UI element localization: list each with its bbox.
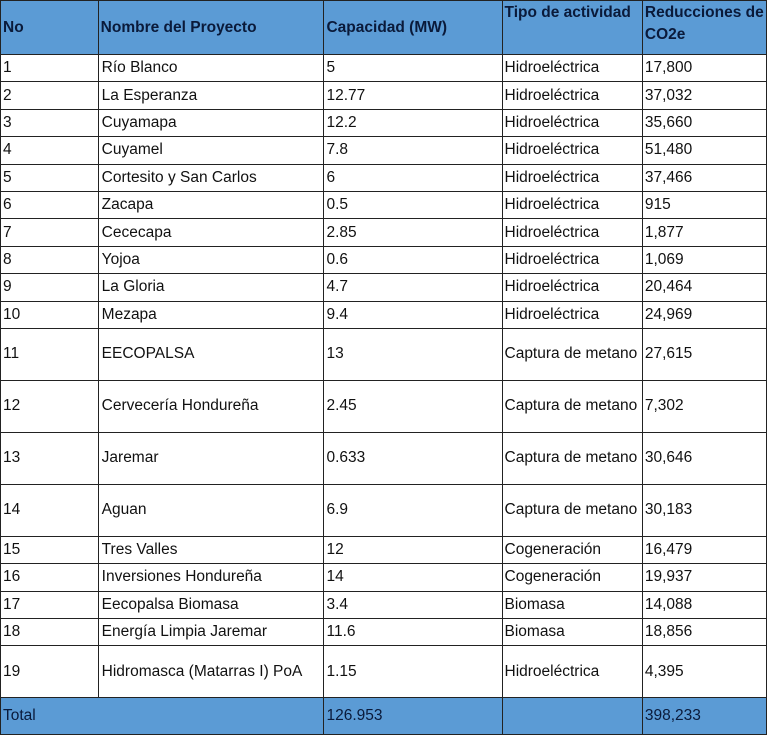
cell-activity-type: Hidroeléctrica: [502, 219, 642, 246]
cell-co2-reductions: 51,480: [642, 137, 766, 164]
cell-activity-type: Captura de metano: [502, 380, 642, 432]
cell-no: 9: [1, 274, 99, 301]
cell-capacity: 5: [324, 55, 502, 82]
header-activity-type: Tipo de actividad: [502, 1, 642, 55]
cell-activity-type: Biomasa: [502, 619, 642, 646]
cell-capacity: 13: [324, 328, 502, 380]
table-row: [1, 484, 767, 536]
total-type-empty: [502, 698, 642, 735]
cell-no: 13: [1, 432, 99, 484]
cell-co2-reductions: 1,069: [642, 246, 766, 273]
table-row: [1, 191, 767, 218]
cell-co2-reductions: 37,466: [642, 164, 766, 191]
cell-no: 15: [1, 536, 99, 563]
cell-co2-reductions: 30,646: [642, 432, 766, 484]
header-project-name: Nombre del Proyecto: [98, 1, 324, 55]
cell-capacity: 7.8: [324, 137, 502, 164]
cell-project-name: Cececapa: [98, 219, 324, 246]
cell-co2-reductions: 4,395: [642, 646, 766, 698]
cell-co2-reductions: 18,856: [642, 619, 766, 646]
table-row: [1, 301, 767, 328]
cell-activity-type: Hidroeléctrica: [502, 164, 642, 191]
cell-co2-reductions: 19,937: [642, 564, 766, 591]
cell-capacity: 0.5: [324, 191, 502, 218]
cell-co2-reductions: 30,183: [642, 484, 766, 536]
cell-project-name: Mezapa: [98, 301, 324, 328]
total-reductions: 398,233: [642, 698, 766, 735]
table-row: [1, 328, 767, 380]
cell-co2-reductions: 16,479: [642, 536, 766, 563]
cell-project-name: Hidromasca (Matarras I) PoA: [98, 646, 324, 698]
cell-capacity: 2.45: [324, 380, 502, 432]
cell-activity-type: Hidroeléctrica: [502, 137, 642, 164]
cell-no: 6: [1, 191, 99, 218]
cell-no: 16: [1, 564, 99, 591]
cell-project-name: Inversiones Hondureña: [98, 564, 324, 591]
cell-capacity: 0.6: [324, 246, 502, 273]
cell-project-name: Cuyamapa: [98, 109, 324, 136]
cell-activity-type: Hidroeléctrica: [502, 646, 642, 698]
cell-no: 8: [1, 246, 99, 273]
cell-co2-reductions: 14,088: [642, 591, 766, 618]
table-row: [1, 246, 767, 273]
header-row: [1, 1, 767, 55]
cell-capacity: 4.7: [324, 274, 502, 301]
cell-no: 7: [1, 219, 99, 246]
cell-no: 18: [1, 619, 99, 646]
cell-project-name: Yojoa: [98, 246, 324, 273]
cell-co2-reductions: 27,615: [642, 328, 766, 380]
table-row: [1, 564, 767, 591]
cell-capacity: 2.85: [324, 219, 502, 246]
cell-no: 17: [1, 591, 99, 618]
table-row: [1, 164, 767, 191]
cell-project-name: La Esperanza: [98, 82, 324, 109]
header-no: No: [1, 1, 99, 55]
cell-project-name: EECOPALSA: [98, 328, 324, 380]
table-row: [1, 380, 767, 432]
header-co2-reductions: Reducciones de CO2e: [642, 1, 766, 55]
cell-activity-type: Hidroeléctrica: [502, 55, 642, 82]
table-row: [1, 137, 767, 164]
cell-capacity: 12.2: [324, 109, 502, 136]
cell-project-name: Río Blanco: [98, 55, 324, 82]
cell-no: 12: [1, 380, 99, 432]
cell-no: 10: [1, 301, 99, 328]
cell-capacity: 3.4: [324, 591, 502, 618]
cell-co2-reductions: 37,032: [642, 82, 766, 109]
cell-no: 19: [1, 646, 99, 698]
cell-capacity: 1.15: [324, 646, 502, 698]
cell-project-name: Tres Valles: [98, 536, 324, 563]
cell-capacity: 12.77: [324, 82, 502, 109]
table-row: [1, 55, 767, 82]
cell-project-name: Eecopalsa Biomasa: [98, 591, 324, 618]
table-row: [1, 536, 767, 563]
cell-activity-type: Hidroeléctrica: [502, 274, 642, 301]
cell-capacity: 12: [324, 536, 502, 563]
cell-co2-reductions: 35,660: [642, 109, 766, 136]
table-row: [1, 82, 767, 109]
cell-activity-type: Captura de metano: [502, 432, 642, 484]
total-row: [1, 698, 767, 735]
cell-capacity: 11.6: [324, 619, 502, 646]
cell-activity-type: Cogeneración: [502, 564, 642, 591]
cell-project-name: La Gloria: [98, 274, 324, 301]
table-row: [1, 432, 767, 484]
cell-co2-reductions: 1,877: [642, 219, 766, 246]
cell-project-name: Aguan: [98, 484, 324, 536]
table-row: [1, 219, 767, 246]
cell-project-name: Cortesito y San Carlos: [98, 164, 324, 191]
cell-co2-reductions: 20,464: [642, 274, 766, 301]
cell-capacity: 6: [324, 164, 502, 191]
cell-activity-type: Hidroeléctrica: [502, 301, 642, 328]
cell-co2-reductions: 24,969: [642, 301, 766, 328]
cell-activity-type: Captura de metano: [502, 328, 642, 380]
cell-activity-type: Cogeneración: [502, 536, 642, 563]
cell-no: 5: [1, 164, 99, 191]
cell-no: 14: [1, 484, 99, 536]
cell-project-name: Zacapa: [98, 191, 324, 218]
cell-activity-type: Biomasa: [502, 591, 642, 618]
total-label: Total: [1, 698, 324, 735]
cell-capacity: 6.9: [324, 484, 502, 536]
cell-project-name: Jaremar: [98, 432, 324, 484]
cell-activity-type: Captura de metano: [502, 484, 642, 536]
cell-no: 11: [1, 328, 99, 380]
header-capacity: Capacidad (MW): [324, 1, 502, 55]
cell-activity-type: Hidroeléctrica: [502, 246, 642, 273]
table-row: [1, 591, 767, 618]
total-capacity: 126.953: [324, 698, 502, 735]
cell-project-name: Cuyamel: [98, 137, 324, 164]
cell-capacity: 0.633: [324, 432, 502, 484]
table-row: [1, 109, 767, 136]
cell-activity-type: Hidroeléctrica: [502, 82, 642, 109]
cell-no: 3: [1, 109, 99, 136]
cell-activity-type: Hidroeléctrica: [502, 191, 642, 218]
cell-co2-reductions: 17,800: [642, 55, 766, 82]
cell-no: 4: [1, 137, 99, 164]
cell-co2-reductions: 7,302: [642, 380, 766, 432]
cell-project-name: Energía Limpia Jaremar: [98, 619, 324, 646]
cell-capacity: 9.4: [324, 301, 502, 328]
table-row: [1, 619, 767, 646]
cell-no: 2: [1, 82, 99, 109]
table-body: [1, 55, 767, 698]
table-row: [1, 646, 767, 698]
cell-co2-reductions: 915: [642, 191, 766, 218]
cell-activity-type: Hidroeléctrica: [502, 109, 642, 136]
cell-no: 1: [1, 55, 99, 82]
cell-project-name: Cervecería Hondureña: [98, 380, 324, 432]
cell-capacity: 14: [324, 564, 502, 591]
table-row: [1, 274, 767, 301]
